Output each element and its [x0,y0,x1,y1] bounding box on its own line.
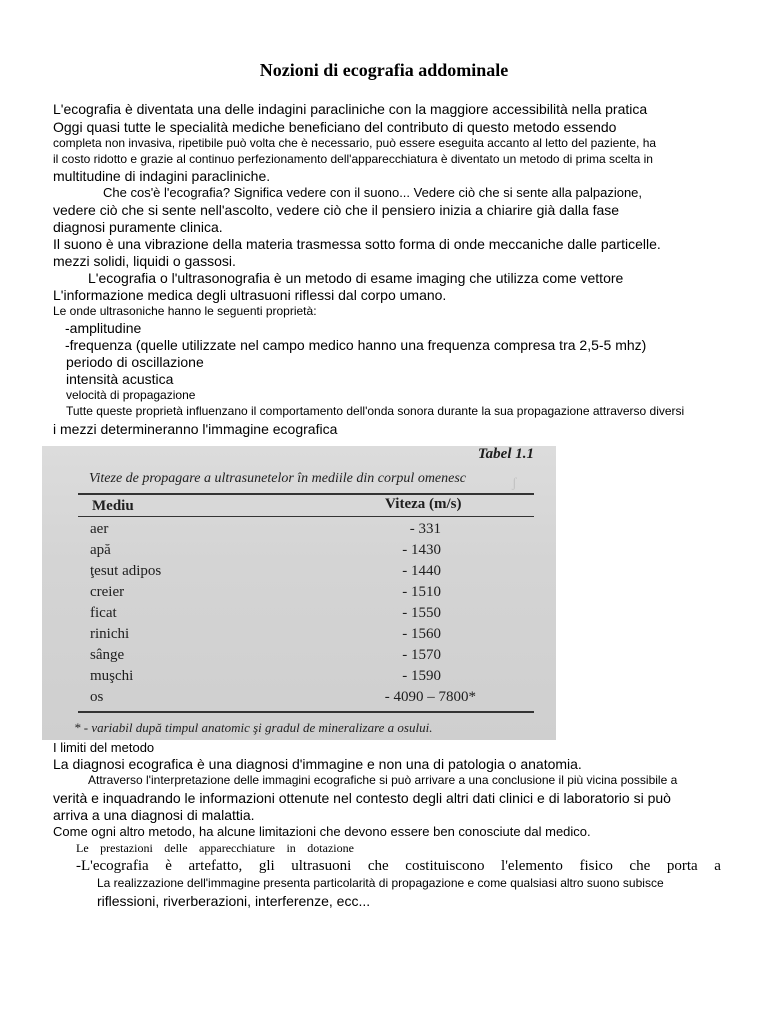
text-line: L'ecografia è diventata una delle indagini paracliniche con la maggiore accessibilità nella pratica [53,101,648,117]
table-row [42,668,556,688]
justified-line-prestazioni [76,842,354,855]
word: apparecchiature [199,841,275,855]
word: artefatto, [188,858,243,874]
text-line: Che cos'è l'ecografia? Significa vedere con il suono... Vedere ciò che si sente alla palpazione, [103,185,643,200]
word: delle [164,841,188,855]
table-row [42,563,556,583]
word: ultrasuoni [291,858,352,874]
word: -L'ecografia [76,858,149,874]
section-heading: I limiti del metodo [53,740,155,755]
word: l'elemento [501,858,563,874]
property-item: velocità di propagazione [66,388,196,402]
table-footnote: * - variabil după timpul anatomic şi gradul de mineralizare a osului. [74,720,433,735]
table-label: Tabel 1.1 [477,446,534,462]
cell-speed: - 1590 [402,668,441,684]
text-line: mezzi solidi, liquidi o gassosi. [53,253,236,269]
cell-medium: ficat [90,605,117,621]
cell-speed: - 1430 [402,542,441,558]
text-line: completa non invasiva, ripetibile può volta che è necessario, può essere eseguita accanto al letto del paziente, ha [53,136,657,150]
text-line: La realizzazione dell'immagine presenta particolarità di propagazione e come qualsiasi altro suono subisce [97,876,664,890]
word: fisico [579,858,613,874]
text-line: il costo ridotto e grazie al continuo perfezionamento dell'apparecchiatura è diventato un metodo di prima scelta in [53,152,653,166]
cell-medium: sânge [90,647,125,663]
cell-medium: creier [90,584,125,600]
word: che [629,858,651,874]
table-row [42,584,556,604]
text-line: Attraverso l'interpretazione delle immagini ecografiche si può arrivare a una conclusione il più vicina possibile a [88,773,678,787]
text-line: L'ecografia o l'ultrasonografia è un metodo di esame imaging che utilizza come vettore [88,270,624,286]
word: Le [76,841,89,855]
cell-speed: - 1560 [402,626,441,642]
table-photo [42,446,556,740]
table-row [42,689,556,709]
property-item: -frequenza (quelle utilizzate nel campo medico hanno una frequenza compresa tra 2,5-5 mhz) [65,337,647,353]
word: a [714,858,721,874]
text-line: Il suono è una vibrazione della materia trasmessa sotto forma di onde meccaniche dalle particelle. [53,236,661,252]
word: in [286,841,296,855]
word: gli [258,858,275,874]
text-line: vedere ciò che si sente nell'ascolto, vedere ciò che il pensiero inizia a chiarire già dalla fase [53,202,620,218]
property-item: periodo di oscillazione [66,354,204,370]
text-line: Come ogni altro metodo, ha alcune limitazioni che devono essere ben conosciute dal medico. [53,824,591,839]
table-row [42,542,556,562]
word: porta [666,858,698,874]
text-line: multitudine di indagini paracliniche. [53,168,271,184]
text-line: Tutte queste proprietà influenzano il comportamento dell'onda sonora durante la sua propagazione attraverso diversi [66,404,685,418]
text-line: arriva a una diagnosi di malattia. [53,807,255,823]
text-line: L'informazione medica degli ultrasuoni riflessi dal corpo umano. [53,287,447,303]
table-row [42,521,556,541]
cell-speed: - 1570 [402,647,441,663]
text-line: verità e inquadrando le informazioni ottenute nel contesto degli altri dati clinici e di laboratorio si può [53,790,671,806]
cell-speed: - 1510 [402,584,441,600]
cell-medium: os [90,689,104,705]
text-line: Oggi quasi tutte le specialità mediche beneficiano del contributo di questo metodo essendo [53,119,617,135]
column-header-speed: Viteza (m/s) [385,496,462,512]
text-line: diagnosi puramente clinica. [53,219,223,235]
cell-medium: aer [90,521,109,537]
text-line: i mezzi determineranno l'immagine ecografica [53,421,338,437]
cell-speed: - 1440 [402,563,441,579]
cell-medium: apă [90,542,111,558]
word: prestazioni [100,841,153,855]
property-item: -amplitudine [65,320,142,336]
table-rule-top [78,493,534,495]
text-line: La diagnosi ecografica è una diagnosi d'immagine e non una di patologia o anatomia. [53,756,582,772]
cell-speed: - 331 [409,521,441,537]
page-title: Nozioni di ecografia addominale [259,60,509,80]
cell-medium: muşchi [90,668,134,684]
word: costituiscono [405,858,485,874]
word: dotazione [307,841,354,855]
word: che [367,858,389,874]
cell-medium: ţesut adipos [90,563,162,579]
table-row [42,647,556,667]
cell-medium: rinichi [90,626,130,642]
cell-speed: - 1550 [402,605,441,621]
text-line: riflessioni, riverberazioni, interferenze, ecc... [97,893,371,909]
column-header-medium: Mediu [92,498,134,514]
justified-line-artefatto [76,858,721,875]
bleed-through-text: ʃ [512,476,517,491]
table-rule-bottom [78,711,534,713]
table-row [42,626,556,646]
word: è [165,858,172,874]
table-row [42,605,556,625]
text-line: Le onde ultrasoniche hanno le seguenti proprietà: [53,304,317,318]
property-item: intensità acustica [66,371,174,387]
cell-speed: - 4090 – 7800* [384,689,476,705]
table-rule-header [78,516,534,517]
table-caption: Viteze de propagare a ultrasunetelor în mediile din corpul omenesc [89,471,467,486]
